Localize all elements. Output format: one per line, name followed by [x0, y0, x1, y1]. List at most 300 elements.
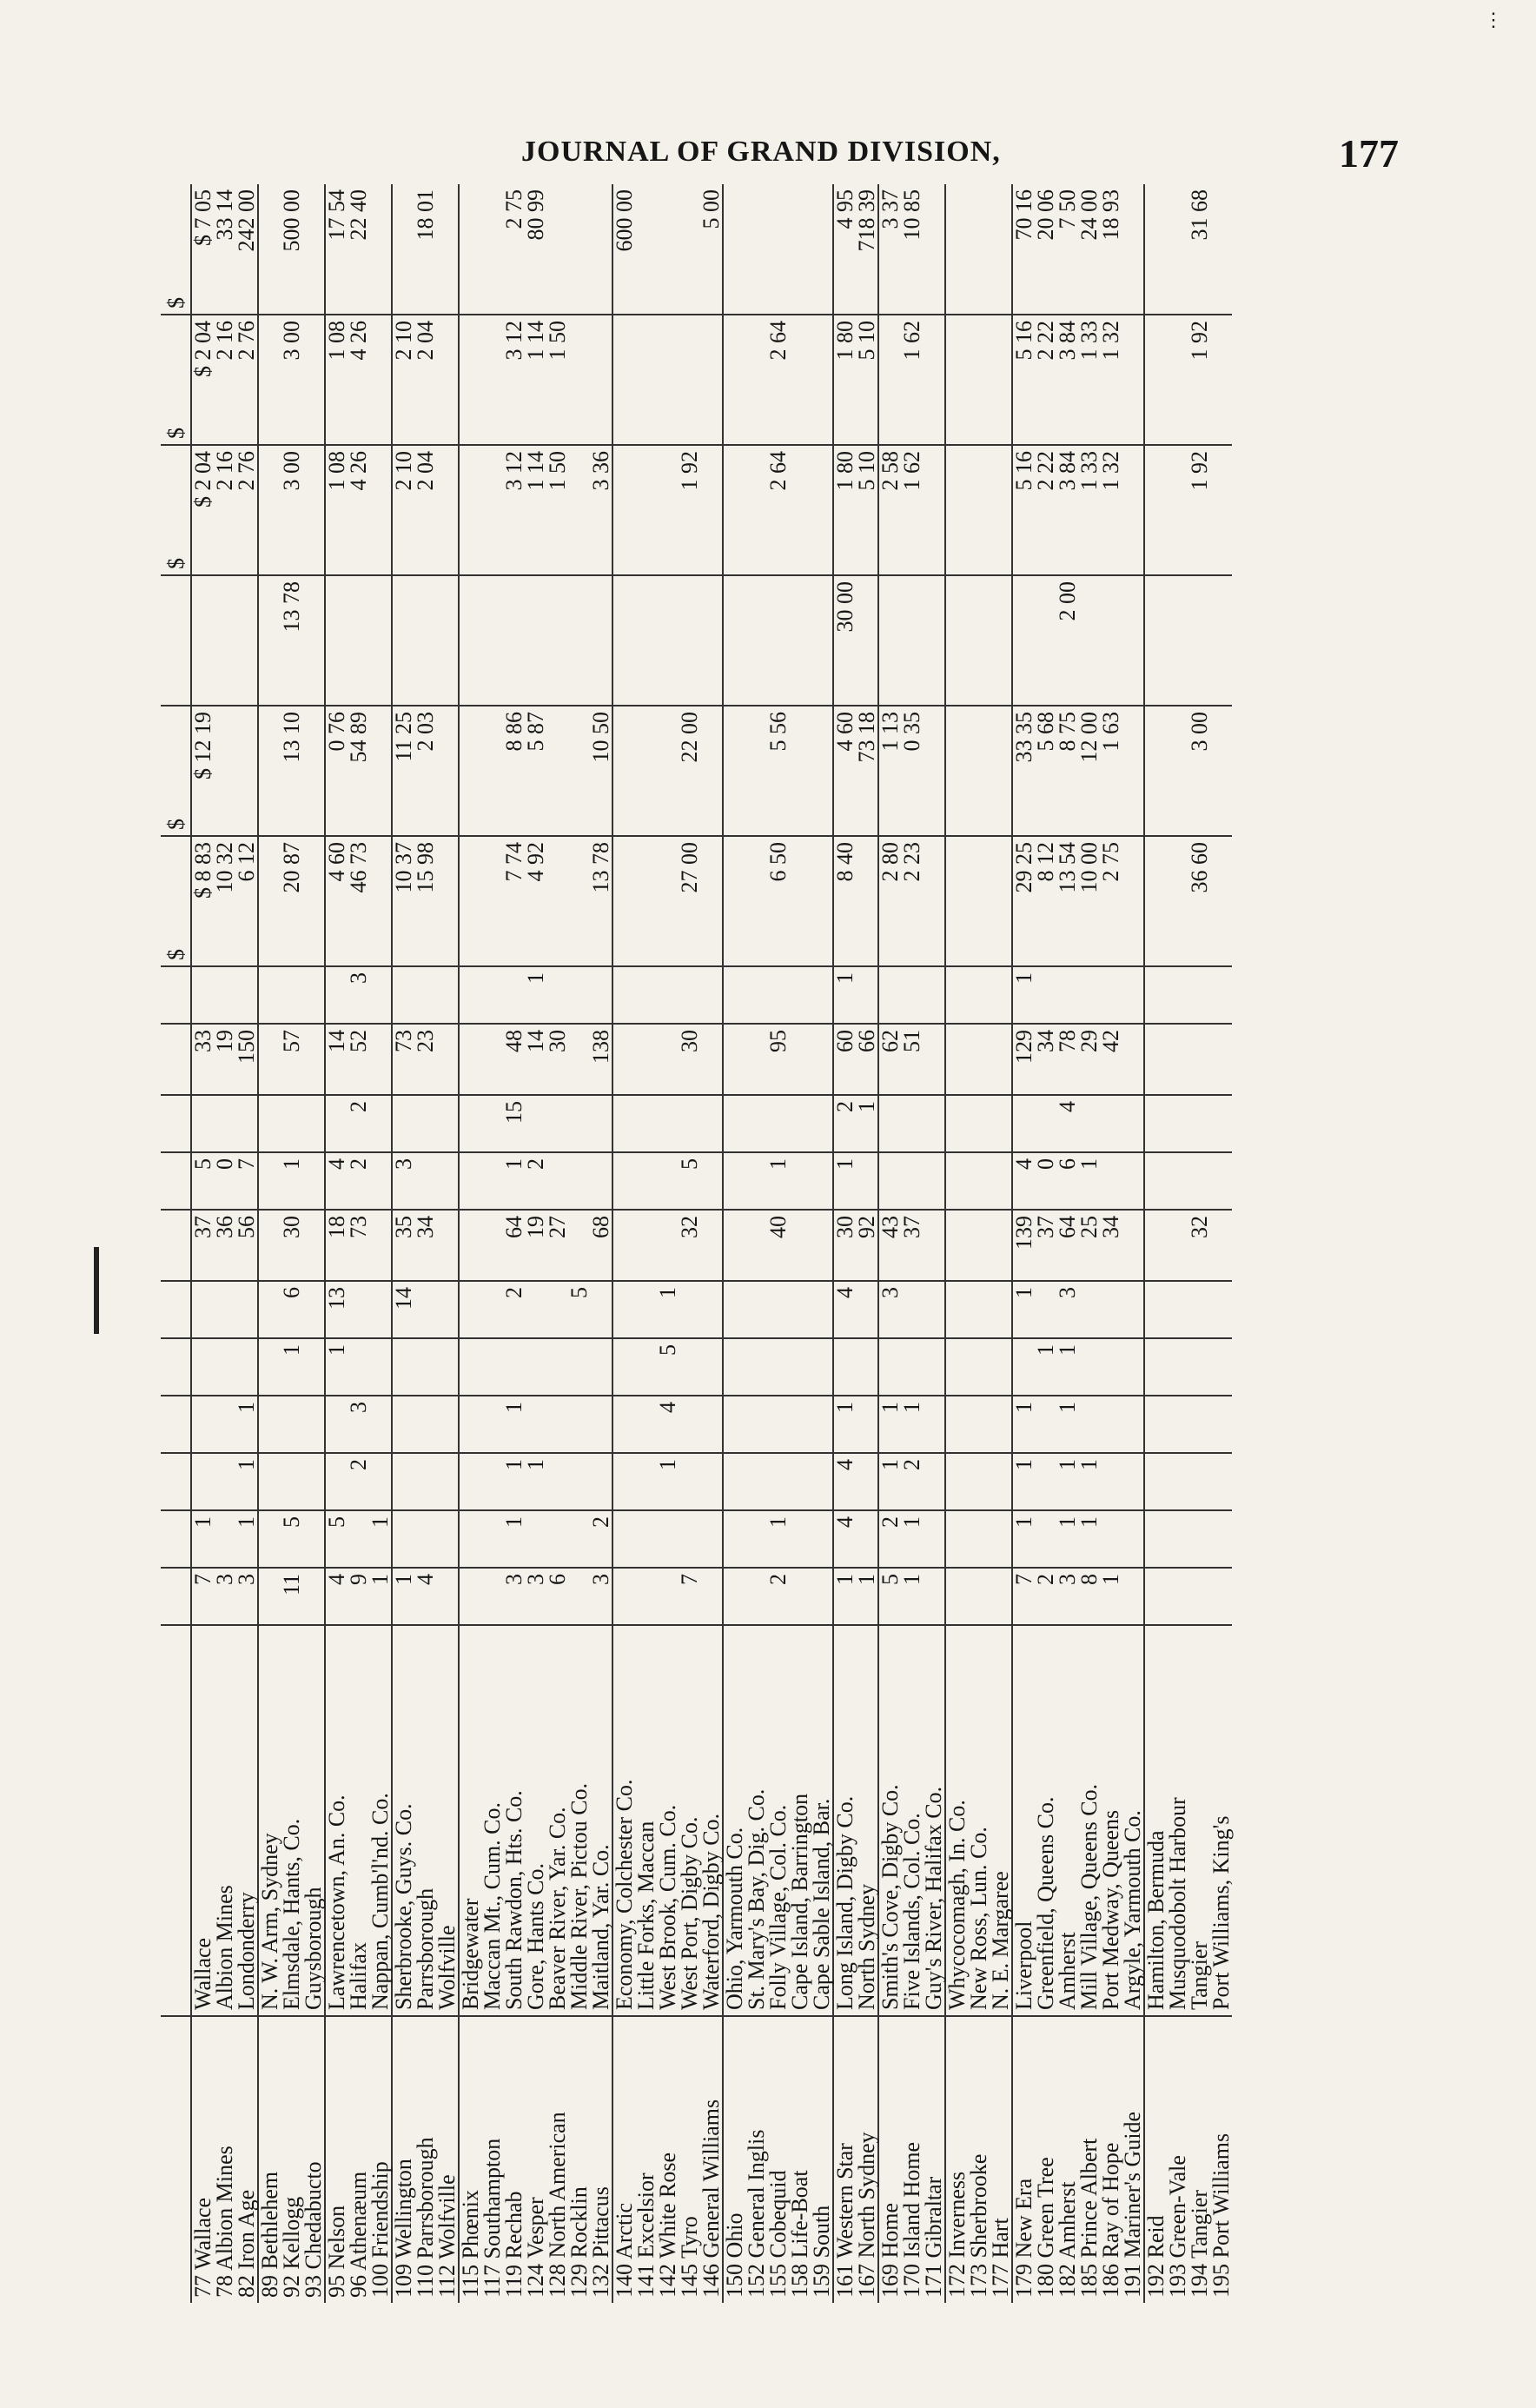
division-returns-table	[161, 184, 1232, 2303]
cell-value	[723, 445, 745, 575]
cell-value	[1210, 706, 1232, 836]
location: Albion Mines	[214, 1625, 235, 2016]
cell-value	[568, 1210, 590, 1281]
cell-value	[923, 184, 945, 315]
cell-value	[1188, 1281, 1210, 1338]
cell-value	[767, 575, 789, 706]
cell-value	[878, 315, 901, 445]
division-name: 173 Sherbrooke	[968, 2016, 990, 2303]
division-name: 146 General Williams	[700, 2016, 723, 2303]
cell-value	[923, 1210, 945, 1281]
cell-value	[1122, 1453, 1144, 1510]
cell-value: 10 85	[899, 189, 924, 241]
cell-value: 1	[1078, 1152, 1100, 1210]
cell-value: 1	[901, 1568, 923, 1625]
cell-value	[1144, 966, 1167, 1024]
division-name: 161 Western Star	[833, 2016, 856, 2303]
cell-value: 4 60	[833, 706, 856, 836]
cell-value	[325, 966, 348, 1024]
cell-value	[679, 1338, 700, 1396]
division-name: 186 Ray of Hope	[1100, 2016, 1122, 2303]
division-name: 140 Arctic	[612, 2016, 635, 2303]
cell-value	[700, 1152, 723, 1210]
cell-value	[789, 1396, 811, 1453]
location: N. E. Margaree	[990, 1625, 1012, 2016]
location: West Brook, Cum. Co.	[657, 1625, 679, 2016]
cell-value: 7	[191, 1568, 214, 1625]
cell-value: 2	[901, 1453, 923, 1510]
table-row	[723, 184, 745, 2303]
cell-value	[302, 1210, 325, 1281]
location: Liverpool	[1012, 1625, 1035, 2016]
cell-value	[1144, 1210, 1167, 1281]
cell-value	[990, 575, 1012, 706]
cell-value	[789, 1281, 811, 1338]
cell-value: 718 39	[856, 184, 878, 315]
cell-value	[811, 966, 833, 1024]
cell-value	[525, 1338, 546, 1396]
cell-value	[679, 184, 700, 315]
cell-value: 1	[1078, 1453, 1100, 1510]
division-name: 93 Chedabucto	[302, 2016, 325, 2303]
cell-value	[723, 1396, 745, 1453]
cell-value	[968, 315, 990, 445]
cell-value	[436, 184, 459, 315]
table-row	[568, 184, 590, 2303]
cell-value	[723, 315, 745, 445]
cell-value	[745, 1152, 767, 1210]
cell-value: 13 78	[281, 575, 302, 706]
cell-value	[1078, 1396, 1100, 1453]
cell-value	[723, 836, 745, 966]
cell-value	[258, 966, 281, 1024]
table-row	[856, 184, 878, 2303]
cell-value: 7 74	[503, 836, 525, 966]
cell-value	[901, 966, 923, 1024]
cell-value: 1	[833, 966, 856, 1024]
cell-value	[657, 836, 679, 966]
cell-value: 34	[1035, 1024, 1056, 1095]
cell-value: 5 10	[856, 315, 878, 445]
cell-value	[923, 445, 945, 575]
cell-value: 4	[414, 1568, 436, 1625]
division-name: 194 Tangier	[1188, 2016, 1210, 2303]
division-name: 132 Pittacus	[590, 2016, 612, 2303]
table-row	[348, 184, 369, 2303]
cell-value	[235, 1338, 258, 1396]
cell-value	[612, 445, 635, 575]
cell-value	[968, 1396, 990, 1453]
cell-value: 22 40	[346, 189, 371, 241]
cell-value	[700, 1510, 723, 1568]
cell-value	[459, 1210, 481, 1281]
cell-value	[700, 315, 723, 445]
cell-value: 17 54	[324, 189, 349, 241]
cell-value	[459, 1152, 481, 1210]
cell-value: 5 10	[856, 445, 878, 575]
cell-value	[525, 1095, 546, 1152]
cell-value	[700, 1210, 723, 1281]
cell-value	[369, 184, 392, 315]
cell-value: 20 87	[281, 836, 302, 966]
table-row	[657, 184, 679, 2303]
cell-value	[459, 1338, 481, 1396]
table-row	[990, 184, 1012, 2303]
cell-value	[811, 184, 833, 315]
division-name: 169 Home	[878, 2016, 901, 2303]
cell-value: 5	[679, 1152, 700, 1210]
cell-value: 54 89	[348, 706, 369, 836]
table-row	[700, 184, 723, 2303]
cell-value	[459, 966, 481, 1024]
cell-value	[369, 575, 392, 706]
cell-value	[612, 1453, 635, 1510]
cell-value	[481, 706, 503, 836]
cell-value	[945, 315, 968, 445]
cell-value: 1	[235, 1453, 258, 1510]
cell-value	[568, 1095, 590, 1152]
cell-value	[214, 1510, 235, 1568]
location: Amherst	[1056, 1625, 1078, 2016]
cell-value: 7	[1012, 1568, 1035, 1625]
cell-value: 15	[503, 1095, 525, 1152]
cell-value	[990, 1152, 1012, 1210]
cell-value: 92	[856, 1210, 878, 1281]
cell-value	[811, 706, 833, 836]
cell-value	[635, 1396, 657, 1453]
division-name: 112 Wolfville	[436, 2016, 459, 2303]
cell-value: 5	[325, 1510, 348, 1568]
cell-value	[546, 1281, 568, 1338]
cell-value	[369, 836, 392, 966]
cell-value	[369, 1152, 392, 1210]
cell-value: 0 35	[901, 706, 923, 836]
division-name: 172 Inverness	[945, 2016, 968, 2303]
cell-value	[789, 1152, 811, 1210]
cell-value	[525, 575, 546, 706]
cell-value	[414, 1338, 436, 1396]
cell-value	[481, 1095, 503, 1152]
cell-value	[546, 1453, 568, 1510]
cell-value: 3	[392, 1152, 414, 1210]
cell-value	[679, 1281, 700, 1338]
cell-value	[811, 1210, 833, 1281]
cell-value	[923, 836, 945, 966]
division-name: 192 Reid	[1144, 2016, 1167, 2303]
cell-value	[1144, 1095, 1167, 1152]
cell-value	[789, 1095, 811, 1152]
cell-value: 1	[1056, 1453, 1078, 1510]
cell-value	[745, 1568, 767, 1625]
table-body	[161, 184, 1232, 2303]
cell-value	[635, 966, 657, 1024]
cell-value: 34	[414, 1210, 436, 1281]
cell-value	[392, 1095, 414, 1152]
cell-value	[1122, 1152, 1144, 1210]
cell-value: 5	[281, 1510, 302, 1568]
cell-value	[258, 445, 281, 575]
cell-value	[568, 1338, 590, 1396]
cell-value	[191, 1095, 214, 1152]
cell-value	[1188, 1152, 1210, 1210]
cell-value	[723, 1095, 745, 1152]
cell-value: 3	[590, 1568, 612, 1625]
division-name: 167 North Sydney	[856, 2016, 878, 2303]
cell-value	[590, 315, 612, 445]
cell-value	[1122, 1281, 1144, 1338]
cell-value	[302, 575, 325, 706]
cell-value: 5	[657, 1338, 679, 1396]
cell-value: 4 95	[832, 189, 857, 229]
cell-value	[546, 836, 568, 966]
cell-value	[1210, 445, 1232, 575]
cell-value	[1100, 1095, 1122, 1152]
cell-value: 1 92	[1188, 445, 1210, 575]
cell-value: 30	[833, 1210, 856, 1281]
cell-value	[856, 575, 878, 706]
cell-value: 35	[392, 1210, 414, 1281]
cell-value	[481, 1396, 503, 1453]
cell-value	[369, 445, 392, 575]
cell-value: 20 06	[1033, 189, 1058, 241]
cell-value	[878, 575, 901, 706]
cell-value	[968, 1338, 990, 1396]
cell-value	[1144, 315, 1167, 445]
cell-value	[811, 1396, 833, 1453]
cell-value	[481, 1281, 503, 1338]
cell-value	[723, 1453, 745, 1510]
location: Halifax	[348, 1625, 369, 2016]
table-row	[235, 184, 258, 2303]
cell-value	[302, 1095, 325, 1152]
cell-value	[723, 966, 745, 1024]
cell-value	[679, 1095, 700, 1152]
page-header	[487, 130, 1399, 182]
cell-value	[612, 706, 635, 836]
location: Guysborough	[302, 1625, 325, 2016]
cell-value	[281, 1453, 302, 1510]
cell-value: 1	[901, 1510, 923, 1568]
cell-value	[612, 1568, 635, 1625]
cell-value	[657, 184, 679, 315]
division-name: 158 Life-Boat	[789, 2016, 811, 2303]
cell-value	[1167, 966, 1188, 1024]
cell-value	[1188, 1568, 1210, 1625]
division-name: 193 Green-Vale	[1167, 2016, 1188, 2303]
division-name: 115 Phœnix	[459, 2016, 481, 2303]
cell-value: 1	[503, 1453, 525, 1510]
cell-value: 1	[833, 1152, 856, 1210]
cell-value	[1167, 1568, 1188, 1625]
cell-value: 18	[325, 1210, 348, 1281]
cell-value	[745, 836, 767, 966]
cell-value	[348, 1281, 369, 1338]
cell-value	[481, 966, 503, 1024]
cell-value	[436, 1453, 459, 1510]
cell-value: 6	[546, 1568, 568, 1625]
cell-value	[436, 1152, 459, 1210]
division-name: 170 Island Home	[901, 2016, 923, 2303]
cell-value	[789, 1338, 811, 1396]
cell-value: 2 80	[878, 836, 901, 966]
location: Hamilton, Bermuda	[1144, 1625, 1167, 2016]
division-name: 96 Athenæum	[348, 2016, 369, 2303]
division-name: 155 Cobequid	[767, 2016, 789, 2303]
cell-value	[1144, 1510, 1167, 1568]
cell-value	[503, 1338, 525, 1396]
cell-value	[745, 184, 767, 315]
cell-value	[1078, 966, 1100, 1024]
cell-value	[1210, 1095, 1232, 1152]
cell-value: 6	[1056, 1152, 1078, 1210]
cell-value	[191, 1453, 214, 1510]
cell-value: 129	[1012, 1024, 1035, 1095]
cell-value: 5 68	[1035, 706, 1056, 836]
cell-value: 1 63	[1100, 706, 1122, 836]
cell-value	[436, 1095, 459, 1152]
cell-value	[436, 1281, 459, 1338]
cell-value	[302, 1024, 325, 1095]
cell-value	[901, 1281, 923, 1338]
cell-value	[568, 184, 590, 315]
cell-value	[1035, 1095, 1056, 1152]
cell-value	[901, 575, 923, 706]
cell-value: 29	[1078, 1024, 1100, 1095]
cell-value	[1167, 445, 1188, 575]
cell-value: 1	[1056, 1510, 1078, 1568]
cell-value	[325, 1396, 348, 1453]
cell-value	[789, 966, 811, 1024]
cell-value	[789, 315, 811, 445]
cell-value: 33 14	[212, 189, 237, 241]
cell-value	[481, 1338, 503, 1396]
cell-value	[723, 706, 745, 836]
cell-value: 0	[214, 1152, 235, 1210]
cell-value	[1122, 1396, 1144, 1453]
cell-value	[258, 836, 281, 966]
cell-value: 0 76	[325, 706, 348, 836]
cell-value	[1122, 315, 1144, 445]
cell-value	[1078, 575, 1100, 706]
cell-value	[1167, 1453, 1188, 1510]
cell-value	[1035, 575, 1056, 706]
cell-value	[635, 184, 657, 315]
location: Ohio, Yarmouth Co.	[723, 1625, 745, 2016]
cell-value: 2	[833, 1095, 856, 1152]
location: Wallace	[191, 1625, 214, 2016]
cell-value	[1122, 966, 1144, 1024]
cell-value	[1210, 1396, 1232, 1453]
cell-value	[1122, 575, 1144, 706]
cell-value	[923, 1453, 945, 1510]
cell-value	[612, 1338, 635, 1396]
cell-value	[568, 575, 590, 706]
division-name: 152 General Inglis	[745, 2016, 767, 2303]
cell-value	[657, 1510, 679, 1568]
cell-value: 32	[1188, 1210, 1210, 1281]
cell-value: 1 32	[1100, 445, 1122, 575]
cell-value	[657, 1152, 679, 1210]
cell-value: 1	[767, 1510, 789, 1568]
cell-value	[1144, 1568, 1167, 1625]
division-name: 159 South	[811, 2016, 833, 2303]
cell-value	[590, 1095, 612, 1152]
cell-value	[1078, 1338, 1100, 1396]
cell-value	[745, 966, 767, 1024]
division-name: 110 Parrsborough	[414, 2016, 436, 2303]
cell-value	[590, 1281, 612, 1338]
cell-value: 18 93	[1098, 189, 1123, 241]
cell-value: 13 10	[281, 706, 302, 836]
cell-value	[348, 1338, 369, 1396]
cell-value	[968, 1095, 990, 1152]
table-row	[1035, 184, 1056, 2303]
cell-value	[700, 1338, 723, 1396]
cell-value: 2	[348, 1095, 369, 1152]
cell-value: 24 00	[1076, 189, 1102, 241]
cell-value	[657, 575, 679, 706]
cell-value	[436, 575, 459, 706]
cell-value: 1 92	[679, 445, 700, 575]
cell-value	[459, 1396, 481, 1453]
cell-value: 2 64	[767, 315, 789, 445]
cell-value	[923, 966, 945, 1024]
cell-value: 36 60	[1188, 836, 1210, 966]
cell-value	[414, 1095, 436, 1152]
cell-value	[1144, 1024, 1167, 1095]
division-name: 150 Ohio	[723, 2016, 745, 2303]
cell-value	[1100, 1338, 1122, 1396]
cell-value: 1 33	[1078, 445, 1100, 575]
cell-value	[258, 1396, 281, 1453]
cell-value	[679, 966, 700, 1024]
cell-value: 56	[235, 1210, 258, 1281]
cell-value	[789, 1210, 811, 1281]
cell-value	[191, 575, 214, 706]
cell-value	[436, 445, 459, 575]
cell-value	[414, 1510, 436, 1568]
cell-value: 1	[856, 1568, 878, 1625]
cell-value	[302, 1510, 325, 1568]
cell-value: 36	[214, 1210, 235, 1281]
cell-value	[590, 184, 612, 315]
cell-value	[1122, 445, 1144, 575]
cell-value	[369, 315, 392, 445]
cell-value	[459, 1453, 481, 1510]
cell-value: 37	[191, 1210, 214, 1281]
table-row	[590, 184, 612, 2303]
cell-value: 14	[525, 1024, 546, 1095]
division-name: 124 Vesper	[525, 2016, 546, 2303]
cell-value	[723, 1568, 745, 1625]
cell-value: 48	[503, 1024, 525, 1095]
cell-value	[945, 1568, 968, 1625]
cell-value	[856, 966, 878, 1024]
division-name: 185 Prince Albert	[1078, 2016, 1100, 2303]
cell-value: 2 10	[392, 315, 414, 445]
cell-value: 3	[235, 1568, 258, 1625]
cell-value	[657, 1568, 679, 1625]
cell-value: 32	[679, 1210, 700, 1281]
cell-value	[436, 966, 459, 1024]
cell-value: 2 16	[214, 315, 235, 445]
cell-value: 8 75	[1056, 706, 1078, 836]
table-row	[546, 184, 568, 2303]
cell-value	[612, 1210, 635, 1281]
table-row	[459, 184, 481, 2303]
cell-value: 4	[833, 1510, 856, 1568]
cell-value: 30 00	[833, 575, 856, 706]
